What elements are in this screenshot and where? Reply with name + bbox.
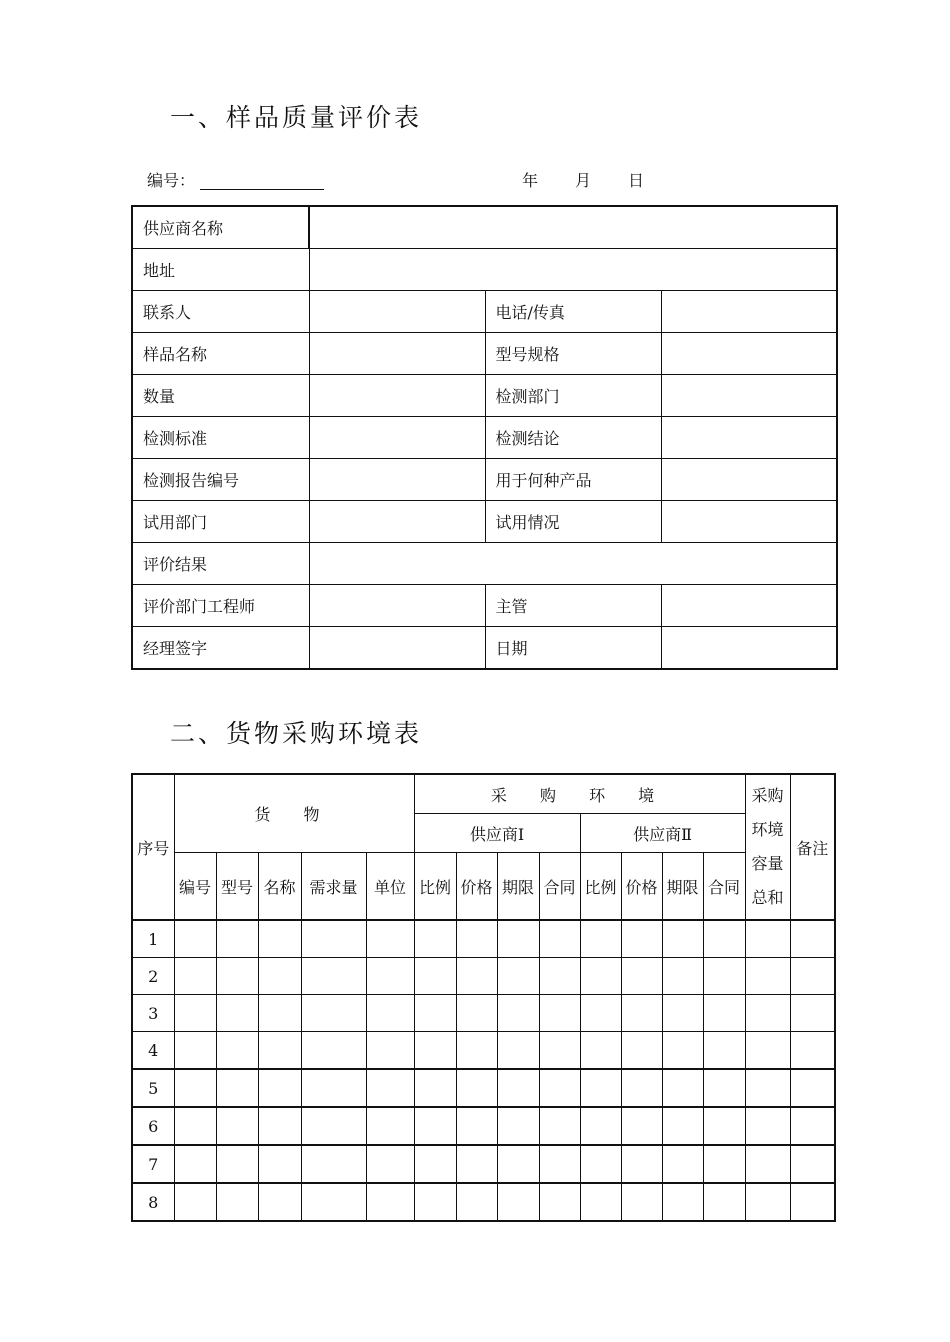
table-cell[interactable]	[539, 1069, 580, 1107]
table-cell[interactable]	[366, 995, 414, 1032]
table-cell[interactable]	[216, 995, 258, 1032]
table-cell[interactable]	[497, 995, 539, 1032]
table-cell[interactable]	[456, 1069, 497, 1107]
table-cell[interactable]	[790, 958, 835, 995]
table-cell[interactable]	[662, 958, 703, 995]
table-cell[interactable]	[216, 1183, 258, 1221]
table-cell[interactable]	[497, 958, 539, 995]
table-cell[interactable]	[497, 1069, 539, 1107]
header-remark: 备注	[790, 774, 835, 920]
header-env-total-line-4: 总和	[751, 888, 784, 907]
header-s2-term: 期限	[662, 853, 703, 921]
table-cell[interactable]	[301, 958, 366, 995]
table-cell[interactable]	[745, 958, 790, 995]
table-cell[interactable]	[497, 1183, 539, 1221]
table-cell[interactable]	[301, 1145, 366, 1183]
value-manager-signature[interactable]	[309, 627, 485, 670]
sample-quality-table	[131, 205, 838, 670]
table-cell[interactable]	[662, 1145, 703, 1183]
table-cell[interactable]	[790, 1032, 835, 1070]
label-address: 地址	[132, 249, 309, 291]
table-cell[interactable]	[414, 1032, 456, 1070]
table-cell[interactable]	[621, 1145, 662, 1183]
label-evaluation-result: 评价结果	[132, 543, 309, 585]
table-cell[interactable]	[539, 1032, 580, 1070]
table-cell[interactable]	[662, 1032, 703, 1070]
table-cell[interactable]	[703, 995, 745, 1032]
value-phone-fax[interactable]	[661, 291, 837, 333]
table-cell[interactable]	[366, 1032, 414, 1070]
table-cell[interactable]	[366, 1145, 414, 1183]
table-cell[interactable]	[174, 958, 216, 995]
header-goods: 货 物	[174, 774, 414, 853]
table-cell[interactable]	[580, 1069, 621, 1107]
table-cell[interactable]	[301, 995, 366, 1032]
value-trial-dept[interactable]	[309, 501, 485, 543]
row-seq: 3	[132, 995, 174, 1032]
header-supplier-1: 供应商Ⅰ	[414, 814, 580, 853]
header-supplier-2: 供应商Ⅱ	[580, 814, 745, 853]
number-label: 编号：	[147, 171, 196, 190]
table-cell[interactable]	[745, 1183, 790, 1221]
table-row	[132, 1032, 835, 1070]
label-trial-status: 试用情况	[485, 501, 661, 543]
table-cell[interactable]	[662, 995, 703, 1032]
row-seq: 7	[132, 1145, 174, 1183]
value-trial-status[interactable]	[661, 501, 837, 543]
table-cell[interactable]	[456, 920, 497, 958]
table-cell[interactable]	[301, 1107, 366, 1145]
procurement-environment-table	[131, 773, 836, 1222]
header-s1-contract: 合同	[539, 853, 580, 921]
table-cell[interactable]	[174, 995, 216, 1032]
table-cell[interactable]	[414, 958, 456, 995]
value-test-standard[interactable]	[309, 417, 485, 459]
table-cell[interactable]	[456, 1183, 497, 1221]
table-cell[interactable]	[258, 1032, 301, 1070]
table-cell[interactable]	[258, 1107, 301, 1145]
table-cell[interactable]	[216, 958, 258, 995]
section1-title: 一、样品质量评价表	[170, 103, 423, 132]
table-cell[interactable]	[621, 1107, 662, 1145]
label-supplier-name: 供应商名称	[132, 206, 309, 249]
table-cell[interactable]	[301, 1032, 366, 1070]
table-cell[interactable]	[301, 1069, 366, 1107]
table-cell[interactable]	[174, 1145, 216, 1183]
value-product-use[interactable]	[661, 459, 837, 501]
label-report-number: 检测报告编号	[132, 459, 309, 501]
table-cell[interactable]	[414, 920, 456, 958]
label-trial-dept: 试用部门	[132, 501, 309, 543]
table-cell[interactable]	[366, 1183, 414, 1221]
date-month-label: 月	[575, 171, 592, 190]
table-cell[interactable]	[258, 1145, 301, 1183]
table-cell[interactable]	[662, 1069, 703, 1107]
value-supervisor[interactable]	[661, 585, 837, 627]
header-s1-term: 期限	[497, 853, 539, 921]
header-goods-demand: 需求量	[301, 853, 366, 921]
label-date: 日期	[485, 627, 661, 670]
table-body	[132, 920, 835, 1221]
table-cell[interactable]	[703, 1145, 745, 1183]
label-test-dept: 检测部门	[485, 375, 661, 417]
table-cell[interactable]	[745, 920, 790, 958]
header-goods-number: 编号	[174, 853, 216, 921]
table-cell[interactable]	[216, 1069, 258, 1107]
value-address[interactable]	[309, 249, 837, 291]
table-cell[interactable]	[497, 920, 539, 958]
table-cell[interactable]	[366, 1107, 414, 1145]
value-engineer[interactable]	[309, 585, 485, 627]
table-cell[interactable]	[539, 1107, 580, 1145]
table-row	[132, 920, 835, 958]
table-row	[132, 995, 835, 1032]
table-cell[interactable]	[580, 920, 621, 958]
section2-title: 二、货物采购环境表	[170, 719, 423, 748]
table-cell[interactable]	[366, 958, 414, 995]
table-cell[interactable]	[580, 1183, 621, 1221]
table-cell[interactable]	[216, 1032, 258, 1070]
date-year-label: 年	[522, 171, 539, 190]
value-date[interactable]	[661, 627, 837, 670]
table-cell[interactable]	[662, 1183, 703, 1221]
table-cell[interactable]	[539, 1145, 580, 1183]
table-cell[interactable]	[174, 1032, 216, 1070]
header-s1-ratio: 比例	[414, 853, 456, 921]
table-cell[interactable]	[414, 1069, 456, 1107]
table-cell[interactable]	[539, 1183, 580, 1221]
table-cell[interactable]	[539, 995, 580, 1032]
table-cell[interactable]	[366, 1069, 414, 1107]
label-phone-fax: 电话/传真	[485, 291, 661, 333]
number-input-line[interactable]	[200, 189, 324, 190]
table-cell[interactable]	[258, 1069, 301, 1107]
table-cell[interactable]	[790, 1183, 835, 1221]
row-seq: 5	[132, 1069, 174, 1107]
table-cell[interactable]	[301, 1183, 366, 1221]
header-s1-price: 价格	[456, 853, 497, 921]
label-model-spec: 型号规格	[485, 333, 661, 375]
value-test-dept[interactable]	[661, 375, 837, 417]
table-cell[interactable]	[497, 1032, 539, 1070]
table-row	[132, 1145, 835, 1183]
table-cell[interactable]	[745, 1032, 790, 1070]
table-cell[interactable]	[580, 1032, 621, 1070]
table-cell[interactable]	[414, 1145, 456, 1183]
header-goods-unit: 单位	[366, 853, 414, 921]
table-cell[interactable]	[414, 1107, 456, 1145]
table-cell[interactable]	[216, 920, 258, 958]
table-cell[interactable]	[745, 1107, 790, 1145]
row-seq: 1	[132, 920, 174, 958]
table-cell[interactable]	[580, 1107, 621, 1145]
table-cell[interactable]	[497, 1145, 539, 1183]
table-cell[interactable]	[703, 1069, 745, 1107]
table-cell[interactable]	[174, 1183, 216, 1221]
header-s2-price: 价格	[621, 853, 662, 921]
header-goods-model: 型号	[216, 853, 258, 921]
table-cell[interactable]	[621, 995, 662, 1032]
table-cell[interactable]	[580, 1145, 621, 1183]
header-s2-contract: 合同	[703, 853, 745, 921]
table-cell[interactable]	[745, 995, 790, 1032]
table-cell[interactable]	[703, 1032, 745, 1070]
label-manager-signature: 经理签字	[132, 627, 309, 670]
label-product-use: 用于何种产品	[485, 459, 661, 501]
row-seq: 4	[132, 1032, 174, 1070]
value-evaluation-result[interactable]	[309, 543, 837, 585]
date-day-label: 日	[628, 171, 645, 190]
table-cell[interactable]	[703, 1107, 745, 1145]
table-cell[interactable]	[301, 920, 366, 958]
header-s2-ratio: 比例	[580, 853, 621, 921]
table-cell[interactable]	[258, 958, 301, 995]
label-quantity: 数量	[132, 375, 309, 417]
row-seq: 6	[132, 1107, 174, 1145]
table-cell[interactable]	[216, 1107, 258, 1145]
label-contact: 联系人	[132, 291, 309, 333]
value-test-conclusion[interactable]	[661, 417, 837, 459]
table-cell[interactable]	[703, 920, 745, 958]
table-cell[interactable]	[258, 1183, 301, 1221]
table-cell[interactable]	[174, 1069, 216, 1107]
row-seq: 2	[132, 958, 174, 995]
header-env-total-line-3: 容量	[751, 854, 784, 873]
table-row	[132, 958, 835, 995]
value-model-spec[interactable]	[661, 333, 837, 375]
table-row	[132, 1107, 835, 1145]
table-cell[interactable]	[790, 995, 835, 1032]
table-cell[interactable]	[580, 995, 621, 1032]
label-engineer: 评价部门工程师	[132, 585, 309, 627]
table-cell[interactable]	[497, 1107, 539, 1145]
table-cell[interactable]	[539, 958, 580, 995]
table-cell[interactable]	[414, 995, 456, 1032]
table-cell[interactable]	[662, 920, 703, 958]
table-cell[interactable]	[703, 1183, 745, 1221]
header-seq: 序号	[132, 774, 174, 920]
label-supervisor: 主管	[485, 585, 661, 627]
value-report-number[interactable]	[309, 459, 485, 501]
header-procurement-env: 采 购 环 境	[414, 774, 745, 814]
table-cell[interactable]	[258, 920, 301, 958]
table-row	[132, 1183, 835, 1221]
table-cell[interactable]	[745, 1069, 790, 1107]
value-sample-name[interactable]	[309, 333, 485, 375]
table-cell[interactable]	[414, 1183, 456, 1221]
table-cell[interactable]	[745, 1145, 790, 1183]
table-cell[interactable]	[790, 1069, 835, 1107]
table-cell[interactable]	[703, 958, 745, 995]
table-cell[interactable]	[456, 1032, 497, 1070]
label-test-conclusion: 检测结论	[485, 417, 661, 459]
table-cell[interactable]	[216, 1145, 258, 1183]
table-cell[interactable]	[580, 958, 621, 995]
table-cell[interactable]	[790, 920, 835, 958]
table-cell[interactable]	[621, 1032, 662, 1070]
table-cell[interactable]	[621, 958, 662, 995]
table-cell[interactable]	[456, 1145, 497, 1183]
table-cell[interactable]	[456, 1107, 497, 1145]
table-cell[interactable]	[621, 1069, 662, 1107]
table-cell[interactable]	[790, 1107, 835, 1145]
header-env-total	[745, 774, 790, 920]
table-cell[interactable]	[621, 1183, 662, 1221]
table-cell[interactable]	[456, 958, 497, 995]
table-cell[interactable]	[366, 920, 414, 958]
table-cell[interactable]	[662, 1107, 703, 1145]
label-sample-name: 样品名称	[132, 333, 309, 375]
header-env-total-line-1: 采购	[751, 786, 784, 805]
table-cell[interactable]	[539, 920, 580, 958]
header-env-total-line-2: 环境	[751, 820, 784, 839]
table-cell[interactable]	[258, 995, 301, 1032]
table-cell[interactable]	[790, 1145, 835, 1183]
label-test-standard: 检测标准	[132, 417, 309, 459]
value-supplier-name[interactable]	[309, 206, 837, 249]
value-quantity[interactable]	[309, 375, 485, 417]
table-cell[interactable]	[174, 920, 216, 958]
value-contact[interactable]	[309, 291, 485, 333]
table-cell[interactable]	[174, 1107, 216, 1145]
table-cell[interactable]	[456, 995, 497, 1032]
header-goods-name: 名称	[258, 853, 301, 921]
table-cell[interactable]	[621, 920, 662, 958]
row-seq: 8	[132, 1183, 174, 1221]
table-row	[132, 1069, 835, 1107]
